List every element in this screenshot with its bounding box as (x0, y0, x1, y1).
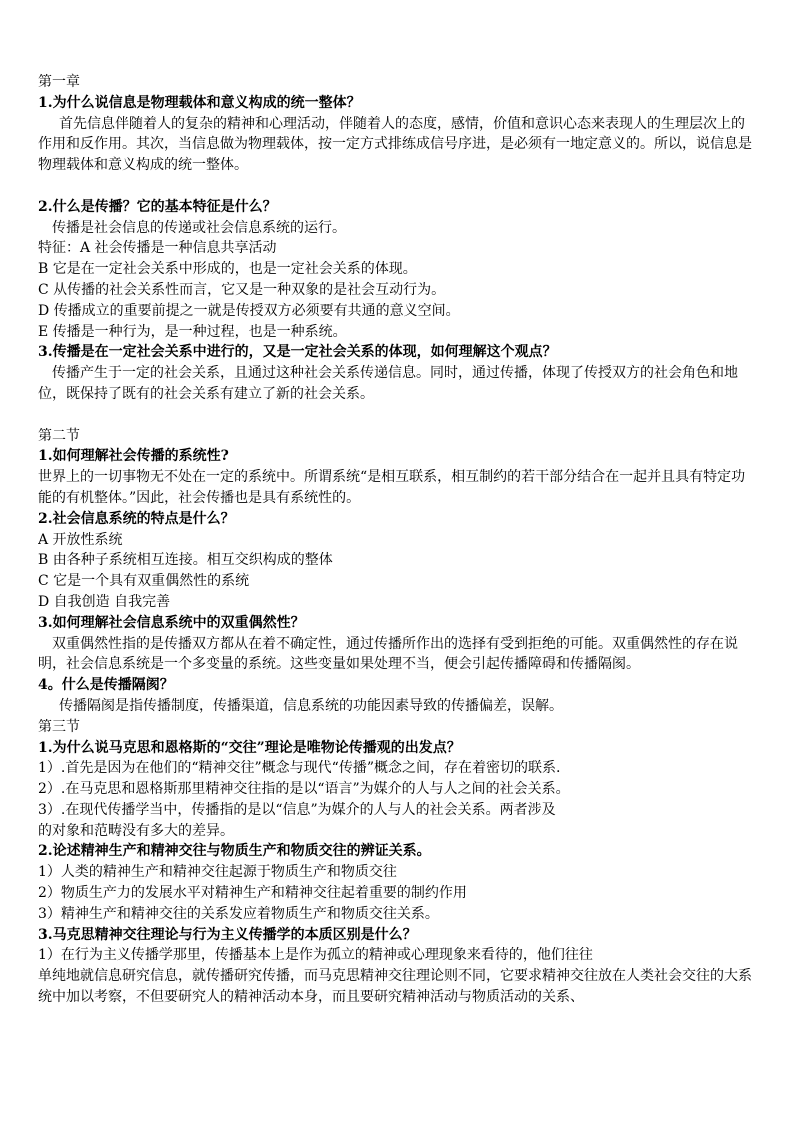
answer-paragraph: 世界上的一切事物无不处在一定的系统中。所谓系统“是相互联系，相互制约的若干部分结合在一起并且具有特定功能的有机整体。”因此，社会传播也是具有系统性的。 (38, 469, 746, 506)
spacer (38, 405, 758, 426)
question-heading: 1.为什么说信息是物理载体和意义构成的统一整体？ (38, 94, 361, 111)
list-item: B 它是在一定社会关系中形成的，也是一定社会关系的体现。 (38, 261, 417, 278)
question-heading: 2.论述精神生产和精神交往与物质生产和物质交往的辨证关系。 (38, 843, 431, 860)
list-item: 1）人类的精神生产和精神交往起源于物质生产和物质交往 (38, 864, 397, 881)
list-item: 1）.首先是因为在他们的“精神交往”概念与现代“传播”概念之间，存在着密切的联系. (38, 760, 561, 777)
question-heading: 3.如何理解社会信息系统中的双重偶然性？ (38, 614, 305, 631)
question-heading: 3.马克思精神交往理论与行为主义传播学的本质区别是什么？ (38, 926, 417, 943)
question-heading: 3.传播是在一定社会关系中进行的，又是一定社会关系的体现，如何理解这个观点？ (38, 344, 557, 361)
list-item: 1）在行为主义传播学那里，传播基本上是作为孤立的精神或心理现象来看待的，他们往往 (38, 947, 593, 964)
list-item: D 传播成立的重要前提之一就是传授双方必须要有共通的意义空间。 (38, 302, 460, 319)
answer-paragraph: 传播产生于一定的社会关系，且通过这种社会关系传递信息。同时，通过传播，体现了传授双方的社会角色和地位，既保持了既有的社会关系有建立了新的社会关系。 (38, 365, 738, 402)
answer-paragraph: 单纯地就信息研究信息，就传播研究传播，而马克思精神交往理论则不同，它要求精神交往放在人类社会交往的大系统中加以考察，不但要研究人的精神活动本身，而且要研究精神活动与物质活动的关系、 (38, 968, 752, 1006)
section-heading: 第三节 (38, 718, 80, 735)
list-item: C 从传播的社会关系性而言，它又是一种双象的是社会互动行为。 (38, 281, 446, 298)
list-item: A 开放性系统 (38, 531, 123, 548)
answer-paragraph: 传播是社会信息的传递或社会信息系统的运行。 (52, 219, 346, 236)
list-item: 3）.在现代传播学当中，传播指的是以“信息”为媒介的人与人的社会关系。两者涉及 (38, 801, 556, 818)
section-heading: 第二节 (38, 427, 80, 444)
chapter-heading: 第一章 (38, 74, 80, 90)
answer-paragraph: 双重偶然性指的是传播双方都从在着不确定性，通过传播所作出的选择有受到拒绝的可能。双重偶然性的存在说明，社会信息系统是一个多变量的系统。这些变量如果处理不当，便会引起传播障碍和传播隔阂。 (38, 635, 738, 673)
question-heading: 4。什么是传播隔阂？ (38, 677, 174, 694)
list-item: 2）物质生产力的发展水平对精神生产和精神交往起着重要的制约作用 (38, 885, 467, 902)
question-heading: 2.什么是传播？它的基本特征是什么？ (38, 198, 277, 215)
list-item: 2）.在马克思和恩格斯那里精神交往指的是以“语言”为媒介的人与人之间的社会关系。 (38, 781, 570, 798)
list-item: D 自我创造 自我完善 (38, 593, 171, 610)
list-item: E 传播是一种行为，是一种过程，也是一种系统。 (38, 323, 347, 340)
question-heading: 2.社会信息系统的特点是什么？ (38, 510, 235, 527)
list-item: 的对象和范畴没有多大的差异。 (38, 822, 234, 839)
answer-paragraph: 首先信息伴随着人的复杂的精神和心理活动，伴随着人的态度，感情，价值和意识心态来表现人的生理层次上的作用和反作用。其次，当信息做为物理载体，按一定方式排练成信号序进，是必须有一地定意义的。所以，说信息是物理载体和意义构成的统一整体。 (38, 115, 752, 174)
question-heading: 1.为什么说马克思和恩格斯的“交往”理论是唯物论传播观的出发点？ (38, 739, 461, 756)
list-item: B 由各种子系统相互连接。相互交织构成的整体 (38, 552, 333, 569)
question-heading: 1.如何理解社会传播的系统性? (38, 448, 229, 465)
list-item: 3）精神生产和精神交往的关系发应着物质生产和物质交往关系。 (38, 905, 439, 922)
list-item: C 它是一个具有双重偶然性的系统 (38, 573, 250, 590)
spacer (38, 176, 758, 197)
list-item: 特征：A 社会传播是一种信息共享活动 (38, 240, 277, 257)
document-page (38, 72, 758, 1008)
answer-paragraph: 传播隔阂是指传播制度，传播渠道，信息系统的功能因素导致的传播偏差，误解。 (59, 697, 563, 714)
